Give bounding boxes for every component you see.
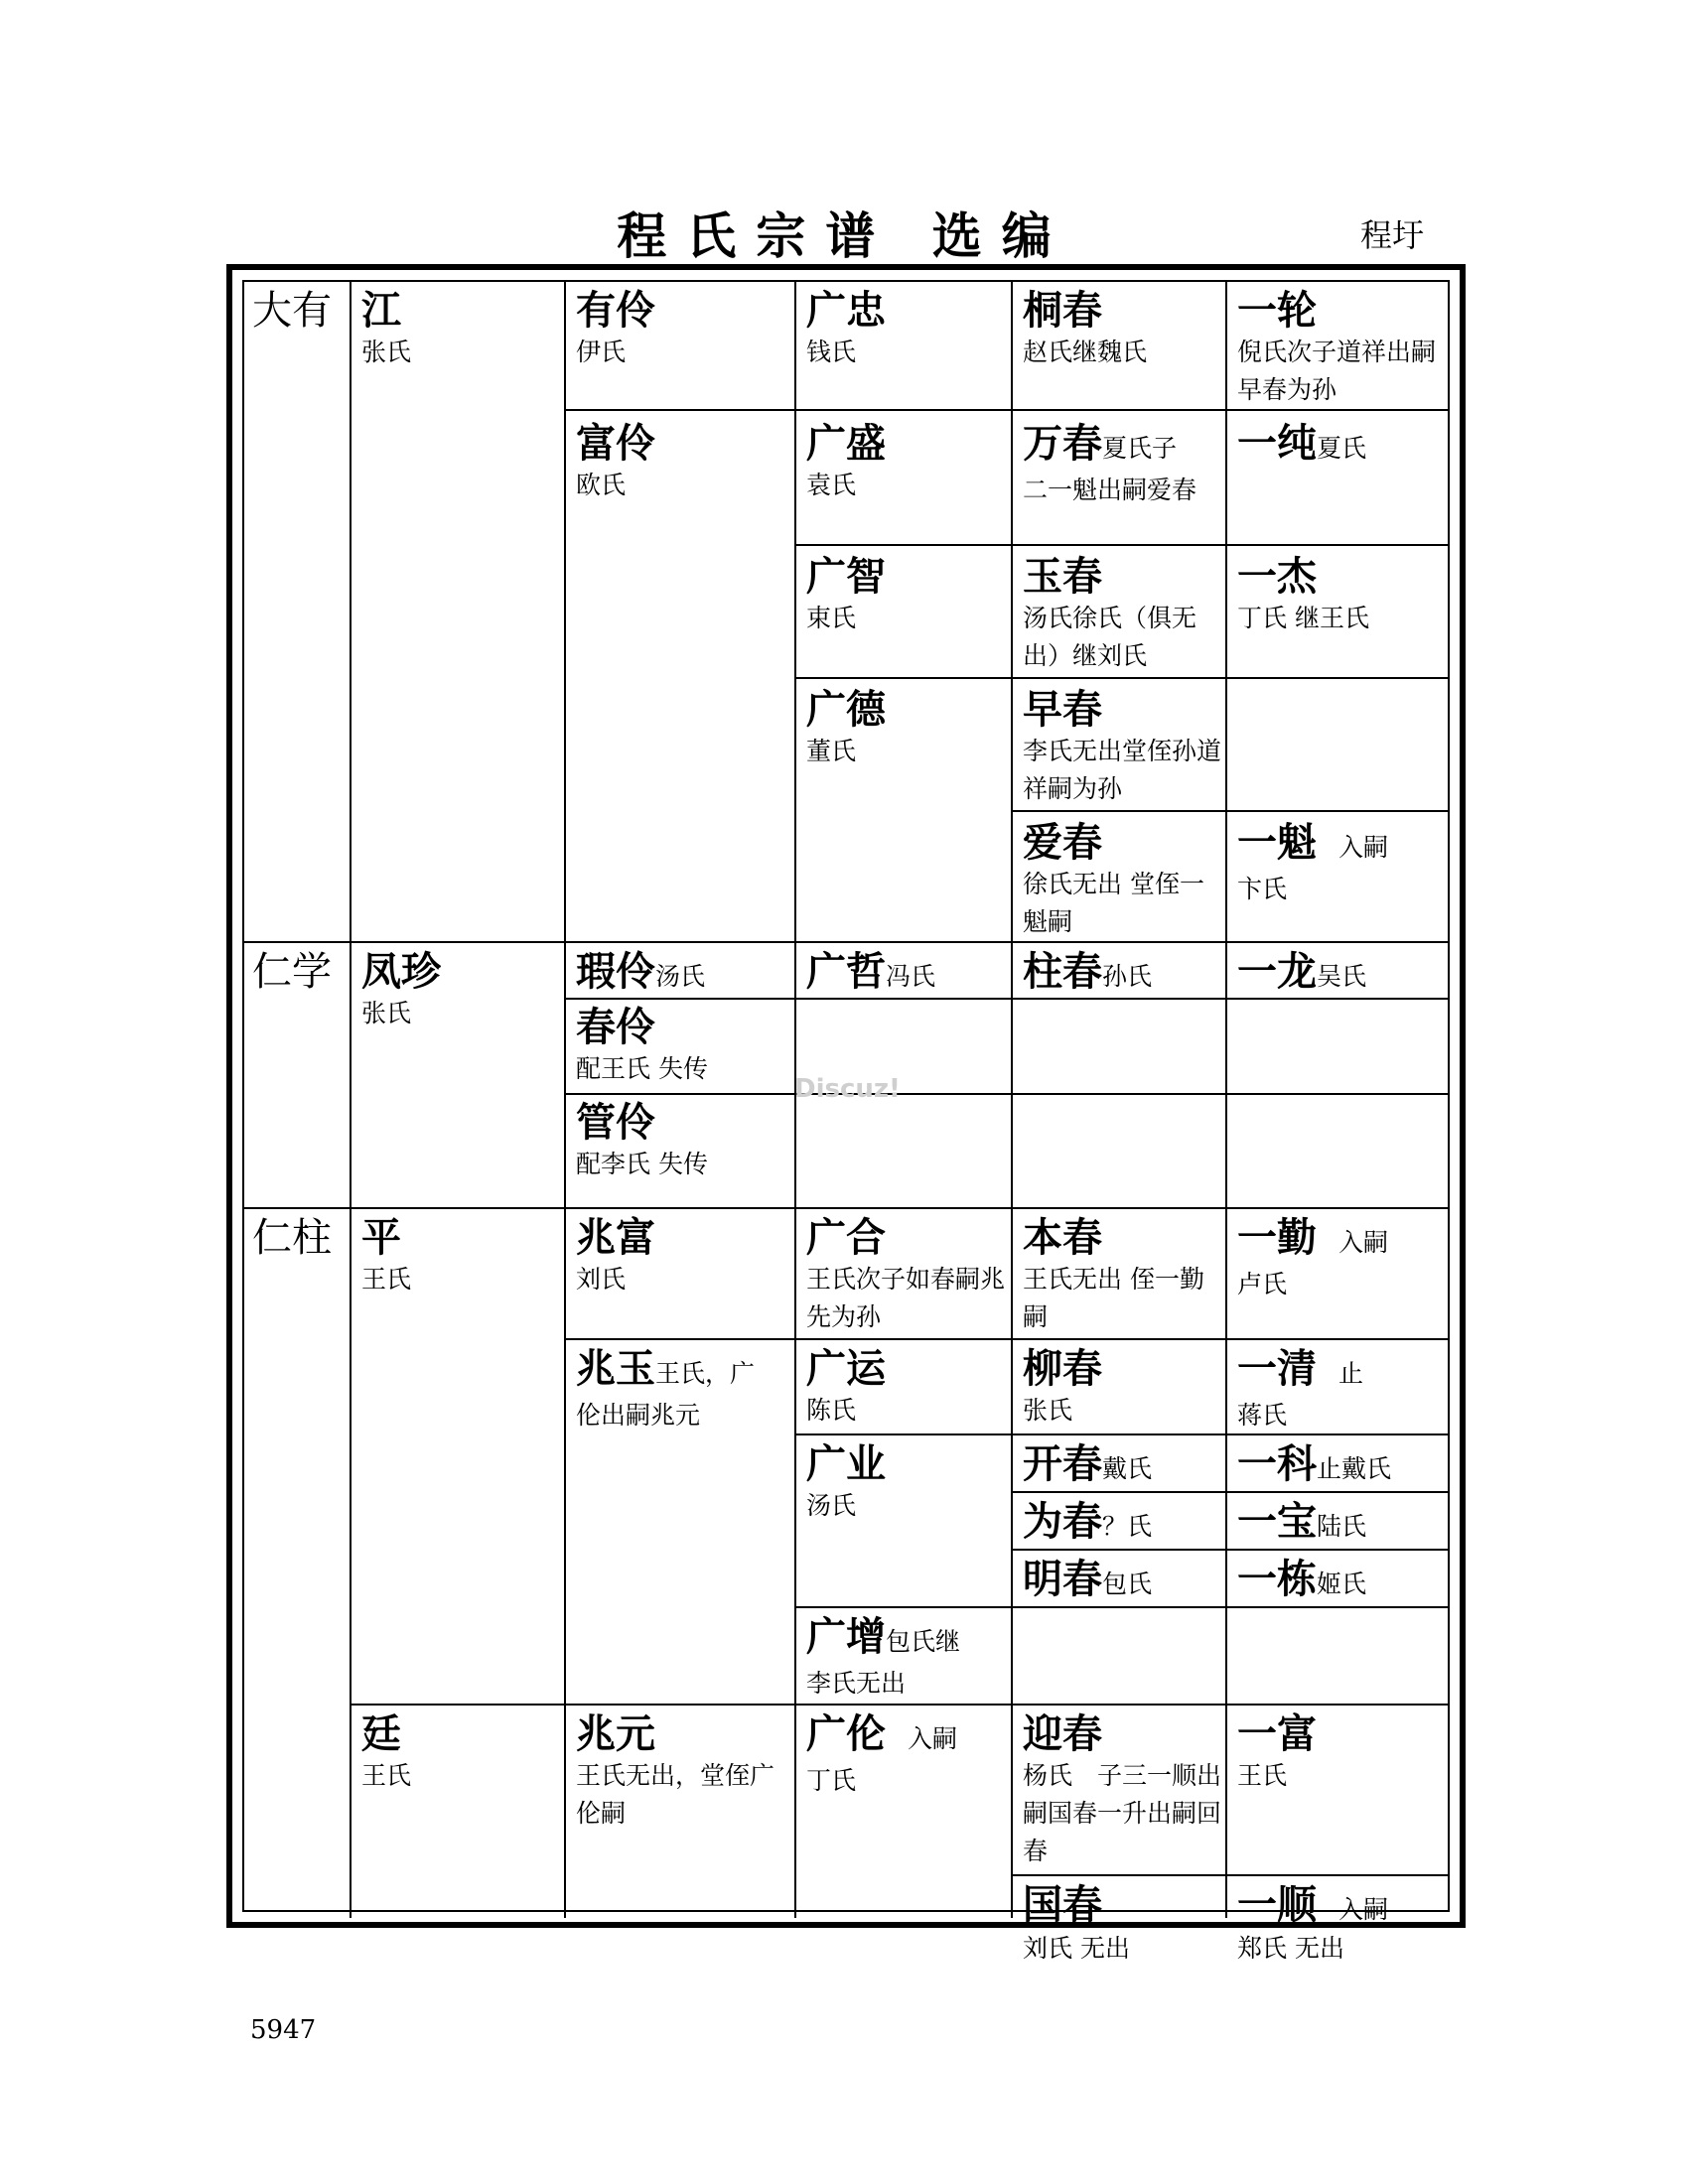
generation-cell xyxy=(252,288,348,334)
inline-note: 包氏继 xyxy=(886,1627,961,1656)
person-name: 一清 xyxy=(1237,1346,1317,1392)
adoption-mark: 入嗣 xyxy=(1338,833,1389,862)
genealogy-entry xyxy=(806,1346,1007,1430)
lineage-note: 王氏无出，堂侄广伦嗣 xyxy=(576,1761,775,1828)
genealogy-entry xyxy=(806,421,1007,504)
genealogy-entry xyxy=(1237,949,1444,1000)
genealogy-entry xyxy=(1237,1711,1444,1795)
genealogy-entry xyxy=(361,949,560,1032)
genealogy-entry xyxy=(1023,554,1221,675)
genealogy-entry xyxy=(1237,1441,1444,1492)
genealogy-entry xyxy=(1023,949,1221,1000)
person-name: 广运 xyxy=(806,1346,886,1392)
spouse-note: 束氏 xyxy=(806,604,857,632)
spouse-note: 蒋氏 xyxy=(1237,1401,1288,1430)
genealogy-entry xyxy=(1023,1215,1221,1336)
lineage-note: 杨氏 子三一顺出嗣国春一升出嗣回春 xyxy=(1023,1761,1221,1865)
lineage-note: 倪氏次子道祥出嗣早春为孙 xyxy=(1237,338,1437,404)
inline-note: 包氏 xyxy=(1102,1570,1153,1598)
genealogy-entry xyxy=(1237,288,1444,409)
person-name: 爱春 xyxy=(1023,820,1102,866)
spouse-note: 伊氏 xyxy=(576,338,627,366)
spouse-note: 张氏 xyxy=(361,999,412,1027)
person-name: 廷 xyxy=(361,1711,401,1757)
person-name: 一杰 xyxy=(1237,554,1317,600)
person-name: 兆富 xyxy=(576,1215,655,1261)
spouse-note: 袁氏 xyxy=(806,471,857,499)
person-name: 开春 xyxy=(1023,1441,1102,1487)
lineage-note: 二一魁出嗣爱春 xyxy=(1023,476,1197,504)
genealogy-entry xyxy=(1023,1557,1221,1607)
genealogy-entry xyxy=(806,554,1007,637)
ancestor-name: 仁学 xyxy=(252,949,332,995)
genealogy-entry xyxy=(1023,820,1221,941)
spouse-note: 王氏 xyxy=(361,1761,412,1790)
person-name: 柳春 xyxy=(1023,1346,1102,1392)
genealogy-note-cell xyxy=(1023,1930,1221,1968)
person-name: 管伶 xyxy=(576,1100,655,1146)
genealogy-entry xyxy=(806,1711,1007,1800)
inline-note: 陆氏 xyxy=(1317,1512,1367,1541)
genealogy-entry xyxy=(361,1215,560,1298)
person-name: 一富 xyxy=(1237,1711,1317,1757)
person-name: 广业 xyxy=(806,1441,886,1487)
place-name: 程圩 xyxy=(1360,216,1425,254)
genealogy-entry xyxy=(1237,421,1444,472)
inline-note: 戴氏 xyxy=(1102,1454,1153,1483)
genealogy-entry xyxy=(576,288,790,371)
stop-mark: 止 xyxy=(1338,1359,1364,1388)
ancestor-name: 仁柱 xyxy=(252,1215,332,1261)
genealogy-entry xyxy=(1023,421,1221,509)
genealogy-note-cell xyxy=(1237,1930,1444,1968)
genealogy-entry xyxy=(576,421,790,504)
inline-note: 吴氏 xyxy=(1317,962,1367,991)
person-name: 为春 xyxy=(1023,1499,1102,1545)
person-name: 一轮 xyxy=(1237,288,1317,334)
adoption-mark: 入嗣 xyxy=(1338,1228,1389,1257)
genealogy-entry xyxy=(1237,820,1444,908)
genealogy-entry xyxy=(806,288,1007,371)
spouse-note: 配王氏 失传 xyxy=(576,1054,708,1083)
person-name: 兆玉 xyxy=(576,1346,655,1392)
lineage-note: 李氏无出 xyxy=(806,1669,907,1698)
spouse-note: 丁氏 继王氏 xyxy=(1237,604,1369,632)
spouse-note: 赵氏继魏氏 xyxy=(1023,338,1148,366)
person-name: 兆元 xyxy=(576,1711,655,1757)
genealogy-entry xyxy=(1023,1441,1221,1492)
person-name: 本春 xyxy=(1023,1215,1102,1261)
lineage-note: 王氏无出 侄一勤嗣 xyxy=(1023,1265,1204,1331)
spouse-note: 卞氏 xyxy=(1237,875,1288,903)
person-name: 广伦 xyxy=(806,1711,886,1757)
person-name: 广合 xyxy=(806,1215,886,1261)
spouse-note: 张氏 xyxy=(1023,1396,1073,1425)
person-name: 广忠 xyxy=(806,288,886,334)
genealogy-entry xyxy=(1023,687,1221,808)
lineage-note: 汤氏徐氏（俱无出）继刘氏 xyxy=(1023,604,1197,670)
person-name: 广智 xyxy=(806,554,886,600)
person-name: 广盛 xyxy=(806,421,886,467)
genealogy-entry xyxy=(576,949,790,1000)
document-title: 程氏宗谱 选编 xyxy=(617,206,1071,265)
inline-note: 汤氏 xyxy=(655,962,706,991)
person-name: 玉春 xyxy=(1023,554,1102,600)
inline-note: 冯氏 xyxy=(886,962,936,991)
spouse-note: 欧氏 xyxy=(576,471,627,499)
lineage-note: 刘氏 无出 xyxy=(1023,1934,1130,1963)
person-name: 一魁 xyxy=(1237,820,1317,866)
generation-cell xyxy=(252,949,348,995)
person-name: 万春 xyxy=(1023,421,1102,467)
genealogy-entry xyxy=(361,1711,560,1795)
spouse-note: 王氏 xyxy=(361,1265,412,1294)
person-name: 一宝 xyxy=(1237,1499,1317,1545)
genealogy-entry xyxy=(1023,1711,1221,1870)
genealogy-entry xyxy=(576,1215,790,1298)
genealogy-entry xyxy=(1237,554,1444,637)
genealogy-entry xyxy=(1237,1346,1444,1434)
spouse-note: 郑氏 无出 xyxy=(1237,1934,1344,1963)
person-name: 富伶 xyxy=(576,421,655,467)
genealogy-entry xyxy=(1023,1346,1221,1430)
person-name: 春伶 xyxy=(576,1005,655,1050)
genealogy-entry xyxy=(576,1100,790,1183)
person-name: 一龙 xyxy=(1237,949,1317,995)
spouse-note: 张氏 xyxy=(361,338,412,366)
lineage-note: 李氏无出堂侄孙道祥嗣为孙 xyxy=(1023,737,1221,803)
person-name: 一顺 xyxy=(1237,1882,1317,1928)
genealogy-entry xyxy=(1237,1499,1444,1550)
person-name: 明春 xyxy=(1023,1557,1102,1602)
adoption-mark: 入嗣 xyxy=(908,1724,958,1753)
person-name: 一纯 xyxy=(1237,421,1317,467)
person-name: 广德 xyxy=(806,687,886,733)
person-name: 一勤 xyxy=(1237,1215,1317,1261)
person-name: 一栋 xyxy=(1237,1557,1317,1602)
person-name: 一科 xyxy=(1237,1441,1317,1487)
person-name: 有伶 xyxy=(576,288,655,334)
inline-note: 孙氏 xyxy=(1102,962,1153,991)
person-name: 柱春 xyxy=(1023,949,1102,995)
spouse-note: 钱氏 xyxy=(806,338,857,366)
genealogy-entry xyxy=(576,1005,790,1088)
lineage-note: 王氏次子如春嗣兆先为孙 xyxy=(806,1265,1006,1331)
lineage-note: 徐氏无出 堂侄一魁嗣 xyxy=(1023,870,1204,936)
spouse-note: 陈氏 xyxy=(806,1396,857,1425)
inline-note: 止戴氏 xyxy=(1317,1454,1392,1483)
genealogy-entry xyxy=(806,1215,1007,1336)
generation-cell xyxy=(252,1215,348,1261)
person-name: 桐春 xyxy=(1023,288,1102,334)
page-number: 5947 xyxy=(250,2015,317,2045)
person-name: 凤珍 xyxy=(361,949,441,995)
person-name: 江 xyxy=(361,288,401,334)
spouse-note: 配李氏 失传 xyxy=(576,1150,708,1178)
inline-note: ？氏 xyxy=(1102,1512,1153,1541)
genealogy-entry xyxy=(576,1346,790,1434)
inline-note: 姬氏 xyxy=(1317,1570,1367,1598)
genealogy-entry xyxy=(1237,1882,1444,1933)
person-name: 广增 xyxy=(806,1614,886,1660)
inline-note: 王氏，广 xyxy=(655,1359,756,1388)
spouse-note: 丁氏 xyxy=(806,1766,857,1795)
genealogy-entry xyxy=(806,949,1007,1000)
lineage-note: 伦出嗣兆元 xyxy=(576,1401,701,1430)
person-name: 瑕伶 xyxy=(576,949,655,995)
genealogy-entry xyxy=(1237,1557,1444,1607)
genealogy-entry xyxy=(1023,1882,1221,1928)
genealogy-entry xyxy=(1023,288,1221,371)
inline-note: 夏氏子 xyxy=(1102,434,1178,463)
genealogy-entry xyxy=(806,687,1007,770)
genealogy-entry xyxy=(1023,1499,1221,1550)
watermark: Discuz! xyxy=(794,1074,901,1104)
adoption-mark: 入嗣 xyxy=(1338,1895,1389,1924)
spouse-note: 刘氏 xyxy=(576,1265,627,1294)
person-name: 广哲 xyxy=(806,949,886,995)
person-name: 平 xyxy=(361,1215,401,1261)
ancestor-name: 大有 xyxy=(252,288,332,334)
genealogy-entry xyxy=(1237,1215,1444,1303)
spouse-note: 汤氏 xyxy=(806,1491,857,1520)
genealogy-entry xyxy=(806,1441,1007,1525)
genealogy-entry xyxy=(806,1614,1007,1703)
spouse-note: 董氏 xyxy=(806,737,857,765)
person-name: 早春 xyxy=(1023,687,1102,733)
person-name: 国春 xyxy=(1023,1882,1102,1928)
genealogy-entry xyxy=(576,1711,790,1833)
spouse-note: 卢氏 xyxy=(1237,1270,1288,1298)
inline-note: 夏氏 xyxy=(1317,434,1367,463)
genealogy-entry xyxy=(361,288,560,371)
person-name: 迎春 xyxy=(1023,1711,1102,1757)
spouse-note: 王氏 xyxy=(1237,1761,1288,1790)
